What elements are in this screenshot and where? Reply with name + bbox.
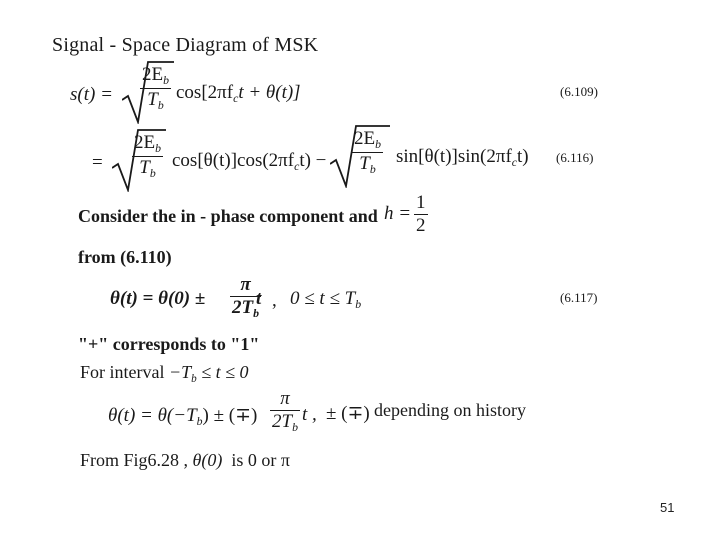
interval-line: [80, 362, 249, 385]
eq2-term2-end: t): [517, 146, 529, 167]
plus-note: "+" corresponds to "1": [78, 334, 260, 354]
eq2-number: (6.116): [556, 150, 594, 165]
eq3-range-sub: b: [355, 298, 362, 312]
eq4-den: 2T: [272, 410, 293, 432]
consider-text: Consider the in - phase component and: [78, 206, 378, 226]
eq4-mid: ) ± (∓): [202, 405, 258, 426]
fig-rest: is 0 or π: [231, 450, 290, 470]
eq2-fraction1: [132, 132, 163, 180]
eq3-range: [290, 288, 361, 312]
eq2-den2-sub: b: [369, 162, 376, 176]
eq2-num2-sub: b: [375, 138, 381, 152]
eq1-cos-open: cos[2πf: [176, 82, 234, 103]
eq4-tail: depending on history: [374, 400, 526, 420]
fig-text: From Fig6.28 ,: [80, 450, 189, 470]
eq3-t: t: [256, 288, 262, 309]
eq1-num: 2E: [142, 64, 164, 85]
eq3-comma: ,: [272, 290, 277, 311]
eq4-lhs-sub: b: [196, 415, 203, 429]
from-ref: from (6.110): [78, 247, 172, 267]
eq3-lhs: θ(t) = θ(0) ±: [110, 288, 206, 309]
eq2-term1: [172, 150, 326, 174]
eq3-den-sub: b: [253, 306, 259, 320]
eq4-t: t ,: [302, 404, 317, 425]
interval-expr: −T: [168, 362, 192, 382]
eq3-number: (6.117): [560, 290, 598, 305]
eq3-num: π: [230, 274, 261, 297]
interval-rest: ≤ t ≤ 0: [201, 362, 249, 382]
eq4-den-sub: b: [292, 420, 298, 434]
interval-sub: b: [191, 372, 197, 385]
eq2-term2-sub: c: [511, 156, 518, 170]
eq2-num: 2E: [134, 132, 156, 153]
eq1-cos: [176, 82, 301, 106]
eq4-num: π: [270, 388, 300, 411]
eq2-den: T: [139, 156, 150, 178]
eq4-lhs: [108, 404, 257, 429]
eq2-den-sub: b: [149, 166, 156, 180]
eq3-den: 2T: [232, 296, 254, 318]
interval-text: For interval: [80, 362, 165, 382]
eq1-cos-rest: t + θ(t)]: [238, 82, 301, 103]
fig-theta: θ(0): [192, 450, 223, 470]
eq2-term2: [396, 146, 529, 170]
eq1-num-sub: b: [163, 74, 169, 88]
eq2-num-sub: b: [155, 142, 161, 156]
eq1-fraction: [140, 64, 171, 112]
consider-den: 2: [416, 214, 426, 236]
consider-num: 1: [416, 192, 426, 213]
eq4-lhs-text: θ(t) = θ(−T: [108, 405, 197, 426]
eq4-fraction: [270, 388, 300, 435]
eq2-term1-text: cos[θ(t)]cos(2πf: [172, 150, 295, 171]
eq2-num2: 2E: [354, 128, 376, 149]
eq2-term1-end: t) −: [299, 150, 327, 171]
eq2-term2-text: sin[θ(t)]sin(2πf: [396, 146, 512, 167]
eq1-lhs: s(t) =: [70, 84, 113, 105]
eq3-range-text: 0 ≤ t ≤ T: [290, 288, 356, 309]
eq2-fraction2: [352, 128, 383, 176]
eq1-den-sub: b: [157, 98, 164, 112]
eq2-term1-sub: c: [294, 160, 300, 174]
eq1-den: T: [147, 88, 158, 110]
slide-title: Signal - Space Diagram of MSK: [52, 34, 319, 56]
eq2-den2: T: [359, 152, 370, 174]
eq1-fc-sub: c: [233, 92, 239, 106]
eq4-pm: ± (∓): [326, 403, 370, 424]
page-number: 51: [660, 500, 675, 515]
eq2-eq: =: [92, 152, 103, 173]
consider-h: h =: [384, 203, 412, 224]
fig-line: [80, 450, 290, 471]
eq1-number: (6.109): [560, 84, 598, 99]
consider-fraction: [414, 192, 428, 237]
